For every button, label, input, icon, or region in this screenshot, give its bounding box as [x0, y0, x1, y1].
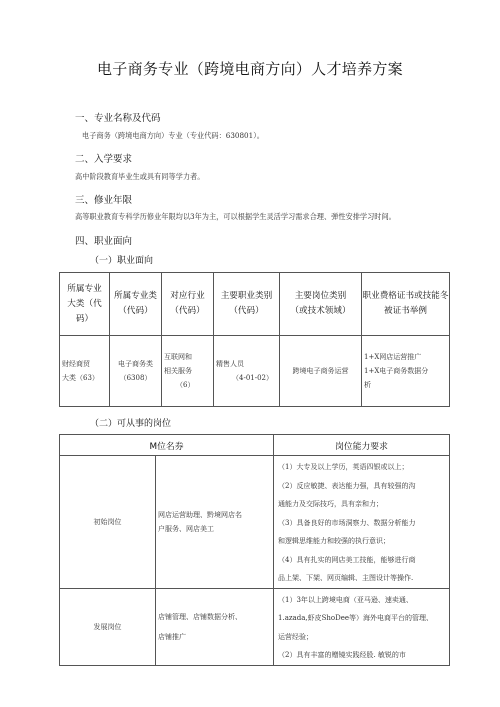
cell-industry: 互联网和 相关服务 （6） — [162, 336, 214, 407]
table-row — [60, 336, 450, 407]
section-2-heading: 二、入学要求 — [75, 154, 133, 165]
subsection-career-orientation: （一）职业面向 — [90, 256, 154, 266]
cell-major-category: 财经商贸 大类（63） — [60, 336, 110, 407]
cell-requirements-development: （1）3年以上跨境电商（亚马逊、速卖通、 1.azada,虾皮ShoDee等）海外电商平台的管理、 运营经验； （2）具有丰富的赠镜实践经股. 敏锐的市 — [274, 588, 450, 665]
header-major-category: 所属专业 大类（代 码） — [60, 273, 110, 336]
cell-requirements-initial: （1）大专及以上学历，英语四银或以上； （2）反应敏捷、表达能力强，具有较强的沟 通能力及交际技巧，具有亲和力； （3）具备良好的市场洞察力、数据分析能力 和逻辑思维能力和较强的执行意识； （4）具有扎实的网店美工技能，能够进行商 品上架、下架、网页编辑、主图设计等操作. — [274, 456, 450, 589]
header-industry: 对应行业 （代码） — [162, 273, 214, 336]
positions-table — [59, 434, 450, 666]
table-row — [60, 456, 450, 589]
cell-positions-initial: 网店运营助理、黔境网店名 户服务、网店美工 — [156, 456, 274, 589]
table-header-row — [60, 273, 450, 336]
section-1-heading: 一、专业名称及代码 — [75, 113, 161, 124]
career-orientation-table — [59, 272, 450, 407]
cell-level-development: 发展岗位 — [60, 588, 156, 665]
section-3-text: 高等职业教育专科学历修业年限均以3年为主，可以根据学生灵活学习需求合理、弹性安排学习时间。 — [75, 212, 396, 221]
section-3-heading: 三、修业年限 — [75, 195, 133, 206]
cell-certificates: 1+X网店运营推广 1+X电子商务数据分 析 — [362, 336, 450, 407]
header-position-name: M位名券 — [60, 435, 274, 456]
header-major-class: 所属专业类 （代码） — [110, 273, 162, 336]
header-occupation: 主要职业类别 （代码） — [214, 273, 280, 336]
table-header-row — [60, 435, 450, 456]
subsection-available-positions: （二）可从事的岗位 — [90, 419, 172, 429]
cell-major-class: 电子商务类 （6308） — [110, 336, 162, 407]
page-title: 电子商务专业（跨境电商方向）人才培养方案 — [96, 60, 403, 78]
header-position-type: 主要岗位类别 （或技术领域） — [280, 273, 362, 336]
cell-position-type: 跨境电子商务运营 — [280, 336, 362, 407]
section-4-heading: 四、职业面向 — [75, 236, 133, 247]
cell-level-initial: 初始岗位 — [60, 456, 156, 589]
section-2-text: 高中阶段教育毕业生或具有同等学力者。 — [75, 172, 205, 181]
header-position-requirements: 岗位能力要求 — [274, 435, 450, 456]
section-1-text: 电子商务（跨境电商方向）专业（专业代码：630801）。 — [82, 131, 264, 140]
cell-positions-development: 店铺管理、店铺数据分析、 店铺推广 — [156, 588, 274, 665]
header-certificates: 职业费格证书或技能冬 被证书举例 — [362, 273, 450, 336]
table-row — [60, 588, 450, 665]
cell-occupation: 精售人员 （4-01-02） — [214, 336, 280, 407]
